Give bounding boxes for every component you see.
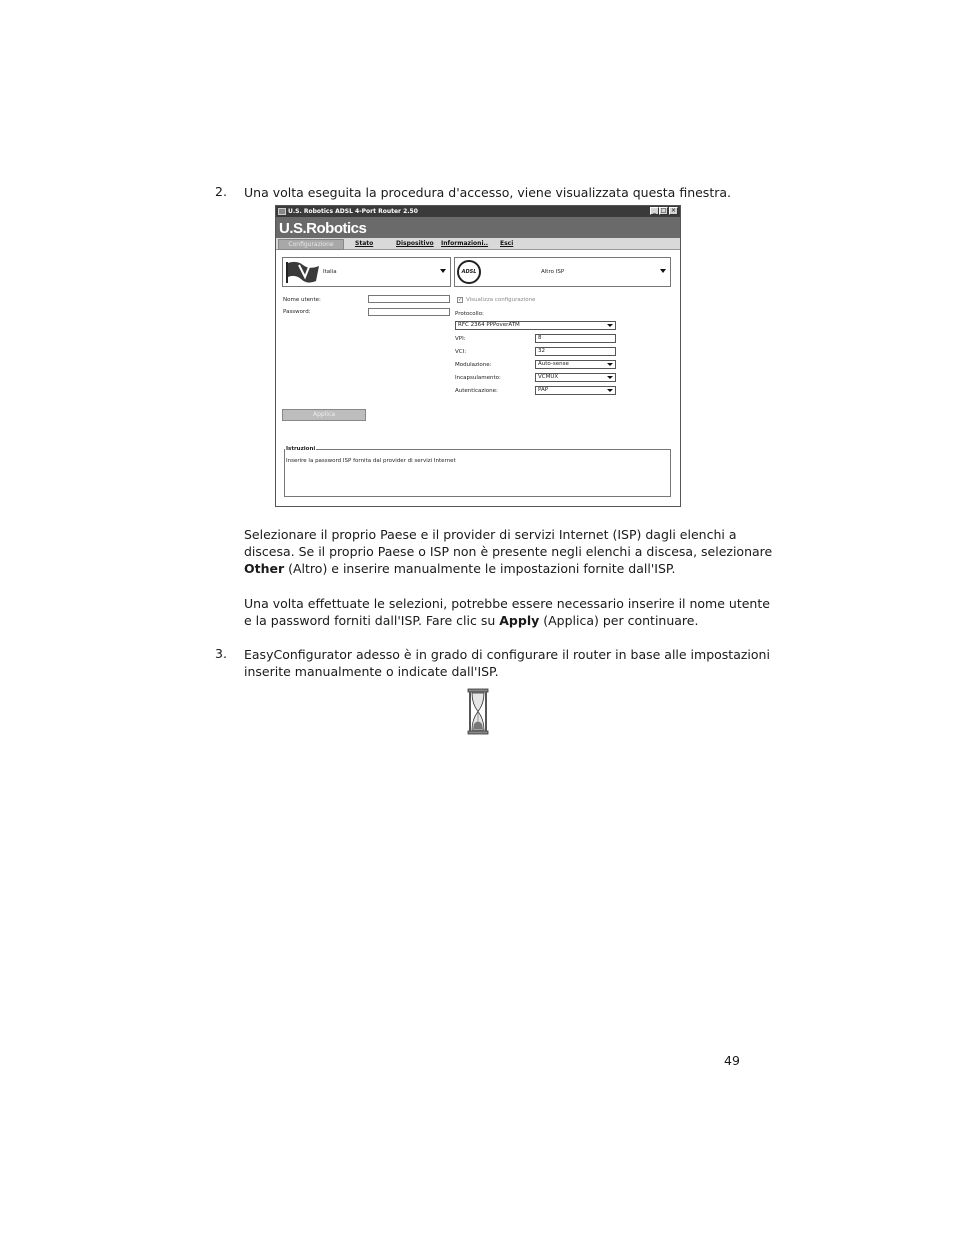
paragraph-line xyxy=(244,612,698,629)
step-text: Una volta eseguita la procedura d'accesso, viene visualizzata questa finestra. xyxy=(244,185,731,200)
router-config-window xyxy=(275,205,681,507)
encapsulation-value: VCMUX xyxy=(538,374,559,380)
menu-configurazione[interactable]: Configurazione xyxy=(278,239,344,250)
paragraph-line: inserite manualmente o indicate dall'ISP. xyxy=(244,664,499,679)
paragraph-line: discesa. Se il proprio Paese o ISP non è presente negli elenchi a discesa, selezionare xyxy=(244,544,773,559)
hourglass-icon xyxy=(466,688,490,735)
country-value: Italia xyxy=(323,269,337,275)
step-number: 3. xyxy=(215,646,227,661)
window-title: U.S. Robotics ADSL 4-Port Router 2.50 xyxy=(288,208,418,215)
paragraph-text: (Altro) e inserire manualmente le impostazioni fornite dall'ISP. xyxy=(284,561,676,576)
isp-value: Altro ISP xyxy=(541,269,565,275)
app-icon xyxy=(278,208,286,215)
chevron-down-icon xyxy=(607,324,613,327)
password-label: Password: xyxy=(283,309,311,315)
vpi-label: VPI: xyxy=(455,336,466,342)
menu-informazioni[interactable]: Informazioni.. xyxy=(441,240,489,247)
bold-term: Other xyxy=(244,561,285,576)
chevron-down-icon xyxy=(607,363,613,366)
menu-esci[interactable]: Esci xyxy=(500,240,514,247)
vpi-field[interactable] xyxy=(535,334,616,343)
chevron-down-icon xyxy=(607,389,613,392)
instructions-title: Istruzioni xyxy=(286,446,316,452)
modulation-value: Auto-sense xyxy=(538,361,569,367)
instructions-box xyxy=(284,449,671,497)
authentication-label: Autenticazione: xyxy=(455,388,498,394)
chevron-down-icon xyxy=(607,376,613,379)
authentication-value: PAP xyxy=(538,387,549,393)
paragraph-line: Selezionare il proprio Paese e il provider di servizi Internet (ISP) dagli elenchi a xyxy=(244,527,737,542)
country-select[interactable] xyxy=(282,257,451,287)
authentication-select[interactable] xyxy=(535,386,616,395)
encapsulation-label: Incapsulamento: xyxy=(455,375,501,381)
paragraph-text: e la password forniti dall'ISP. Fare clic su xyxy=(244,613,500,628)
vci-value: 32 xyxy=(538,348,545,354)
menu-bar xyxy=(276,238,680,250)
vci-field[interactable] xyxy=(535,347,616,356)
instructions-text: Inserire la password ISP fornita dal provider di servizi Internet xyxy=(286,458,456,464)
minimize-button[interactable]: _ xyxy=(650,207,659,215)
page-number: 49 xyxy=(724,1053,740,1068)
step-number: 2. xyxy=(215,184,227,199)
show-config-checkbox[interactable]: ✓ xyxy=(458,297,463,303)
username-label: Nome utente: xyxy=(283,297,321,303)
flag-icon xyxy=(285,261,323,283)
vci-label: VCI: xyxy=(455,349,467,355)
protocol-label: Protocollo: xyxy=(455,311,484,317)
menu-dispositivo[interactable]: Dispositivo xyxy=(396,240,434,247)
bold-term: Apply xyxy=(499,613,540,628)
modulation-select[interactable] xyxy=(535,360,616,369)
paragraph-text: (Applica) per continuare. xyxy=(539,613,699,628)
encapsulation-select[interactable] xyxy=(535,373,616,382)
protocol-value: RFC 2364 PPPoverATM xyxy=(458,322,520,328)
apply-button[interactable]: Applica xyxy=(282,409,366,421)
maximize-button[interactable]: □ xyxy=(660,207,667,214)
title-bar xyxy=(276,206,680,217)
close-button[interactable]: × xyxy=(670,207,677,214)
show-config-label: Visualizza configurazione xyxy=(466,297,536,303)
chevron-down-icon xyxy=(660,269,666,273)
isp-select[interactable] xyxy=(454,257,671,287)
modulation-label: Modulazione: xyxy=(455,362,492,368)
adsl-logo-icon: ADSL xyxy=(457,260,481,284)
menu-stato[interactable]: Stato xyxy=(355,240,374,247)
paragraph-line: Una volta effettuate le selezioni, potrebbe essere necessario inserire il nome utente xyxy=(244,596,770,611)
vpi-value: 8 xyxy=(538,335,542,341)
brand-logo: U.S.Robotics xyxy=(279,220,367,237)
protocol-select[interactable] xyxy=(455,321,616,330)
chevron-down-icon xyxy=(440,269,446,273)
paragraph-line: EasyConfigurator adesso è in grado di configurare il router in base alle impostazioni xyxy=(244,647,770,662)
paragraph-line xyxy=(244,560,675,577)
username-field[interactable] xyxy=(368,295,450,303)
password-field[interactable] xyxy=(368,308,450,316)
